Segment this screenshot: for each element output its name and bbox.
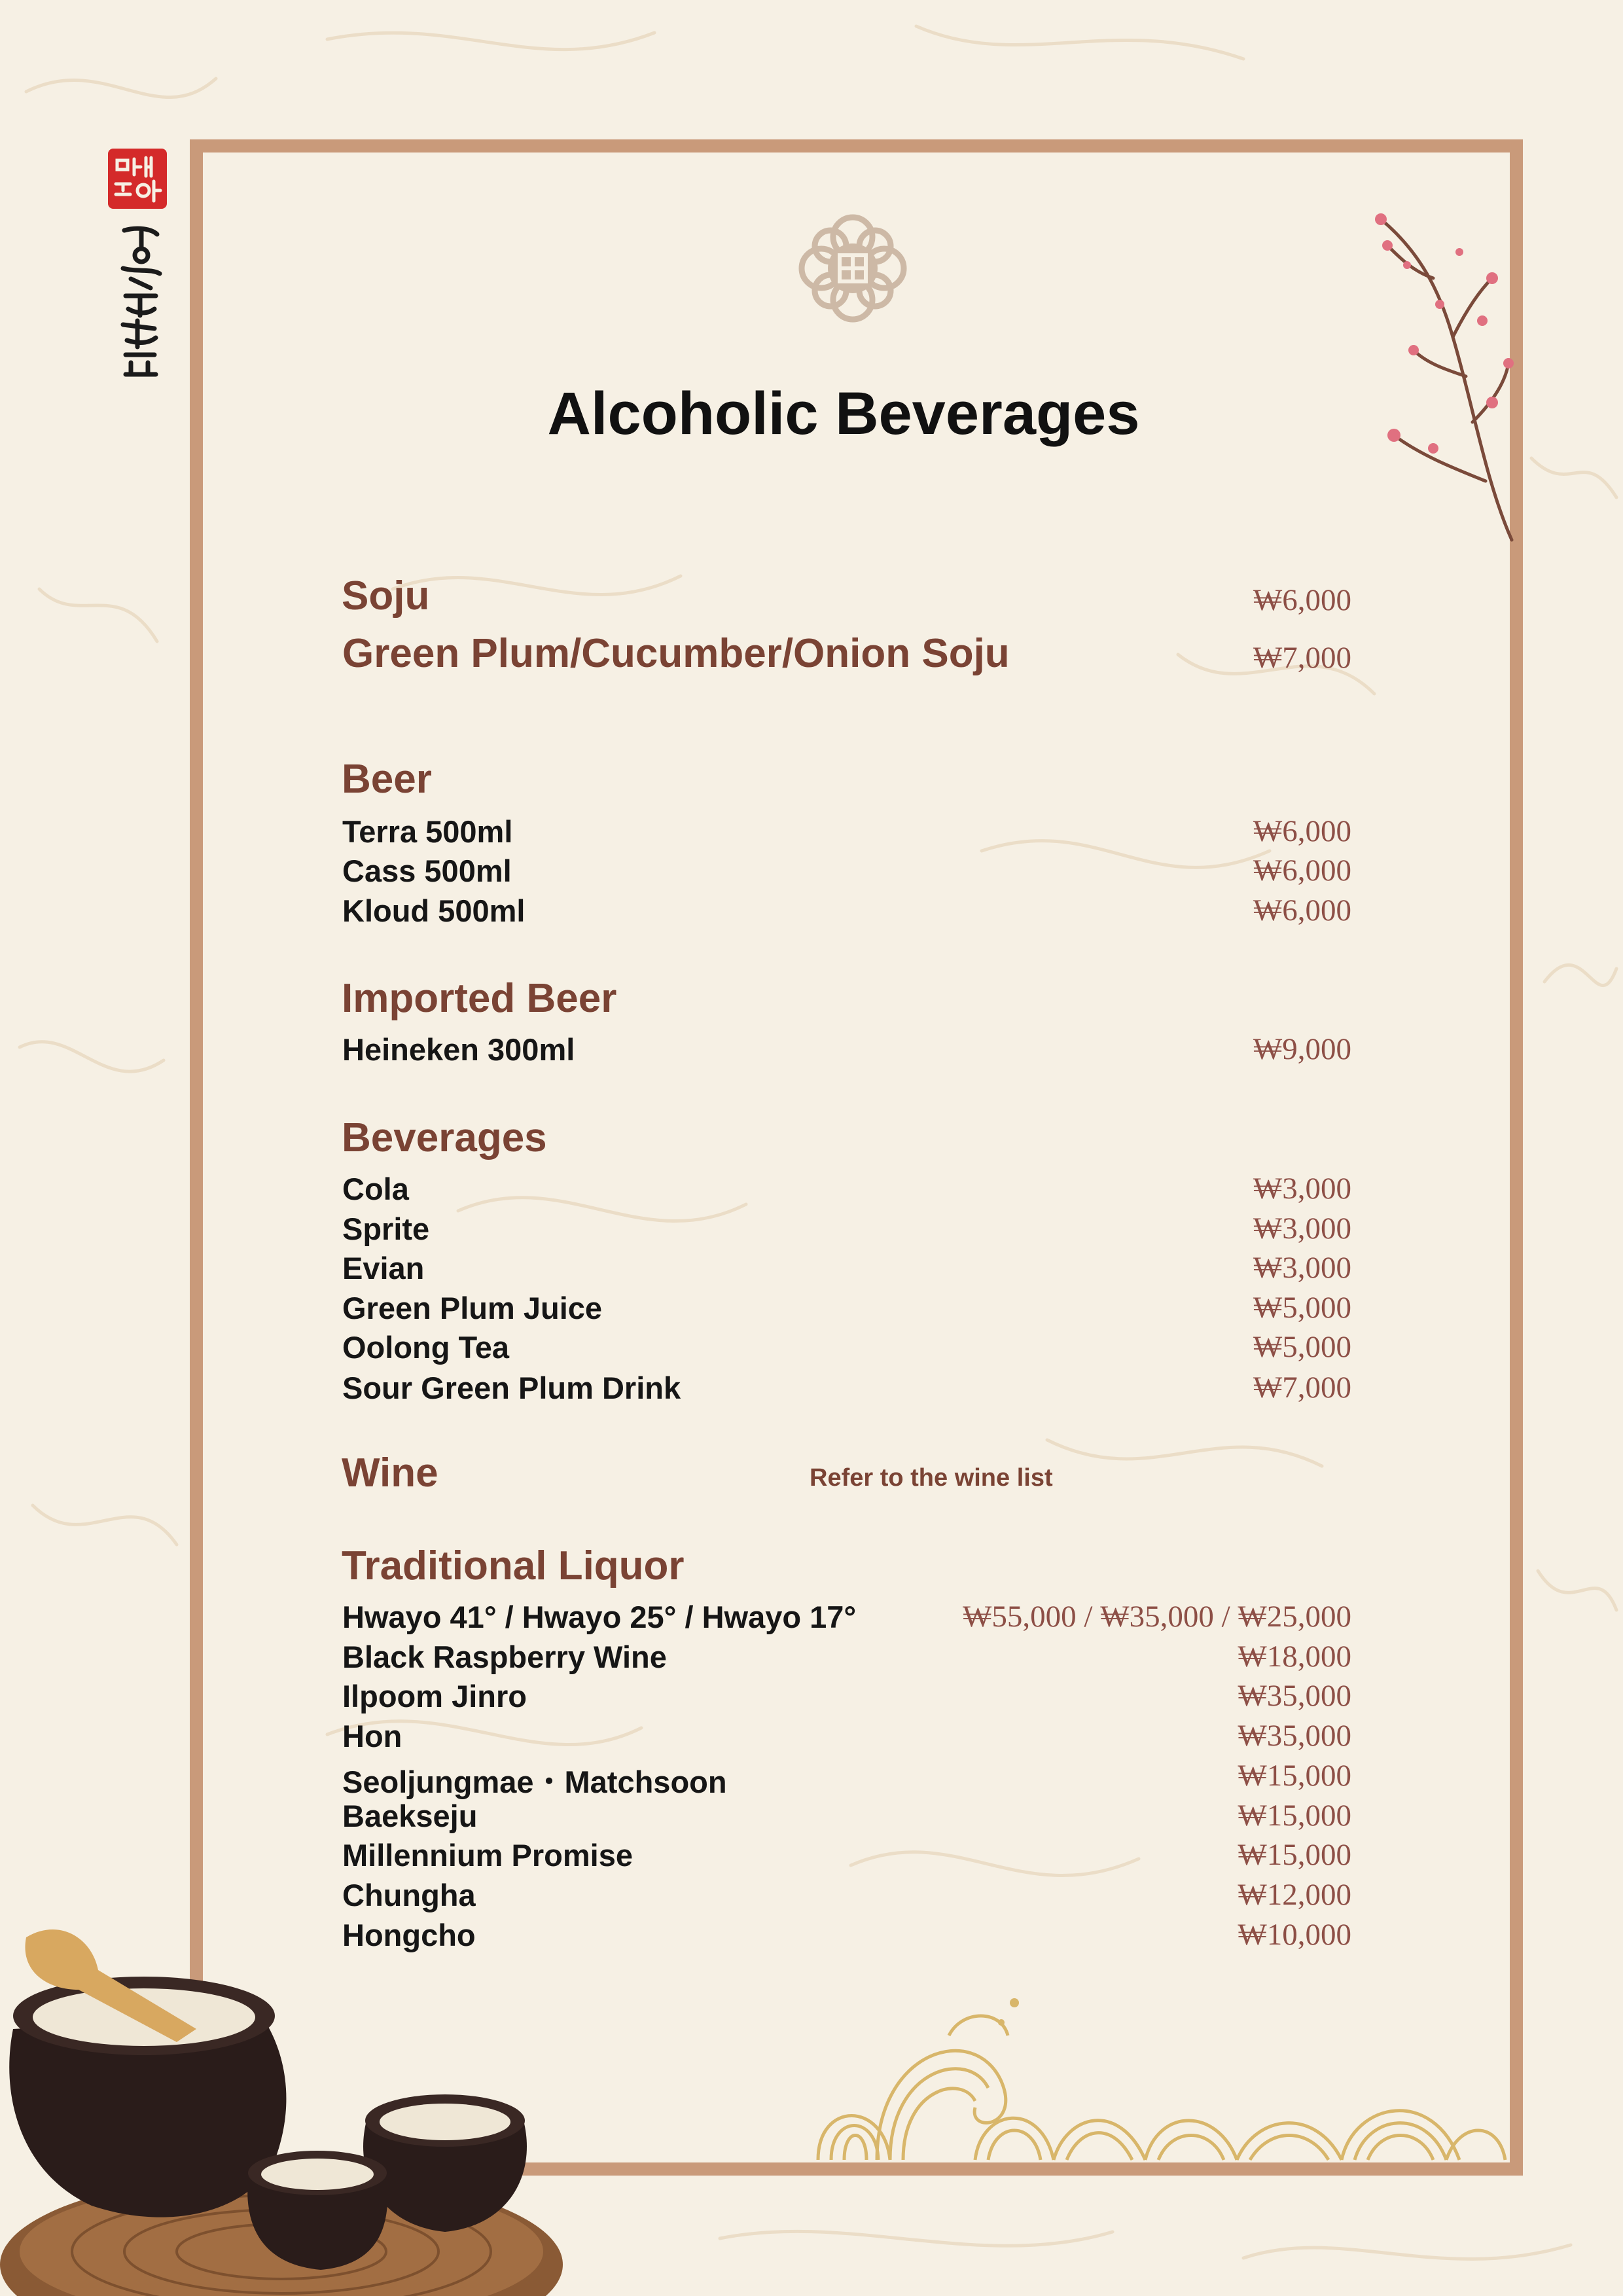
price-cola: ₩3,000 xyxy=(1253,1172,1351,1206)
category-beer: Beer xyxy=(342,757,432,802)
price-soju: ₩6,000 xyxy=(1253,583,1351,617)
category-soju: Soju xyxy=(342,573,430,619)
price-evian: ₩3,000 xyxy=(1253,1251,1351,1285)
item-seoljungmae-matchsoon: Seoljungmae・Matchsoon xyxy=(342,1765,727,1799)
price-seoljungmae-matchsoon: ₩15,000 xyxy=(1238,1759,1351,1793)
item-ilpoom-jinro: Ilpoom Jinro xyxy=(342,1679,527,1713)
price-hongcho: ₩10,000 xyxy=(1238,1918,1351,1952)
price-sour-green-plum-drink: ₩7,000 xyxy=(1253,1371,1351,1405)
price-baekseju: ₩15,000 xyxy=(1238,1799,1351,1833)
price-hwayo: ₩55,000 / ₩35,000 / ₩25,000 xyxy=(963,1600,1351,1634)
price-black-raspberry-wine: ₩18,000 xyxy=(1238,1640,1351,1674)
item-kloud: Kloud 500ml xyxy=(342,893,526,928)
price-flavored-soju: ₩7,000 xyxy=(1253,641,1351,675)
price-millennium-promise: ₩15,000 xyxy=(1238,1838,1351,1872)
wine-note: Refer to the wine list xyxy=(810,1464,1053,1492)
category-traditional-liquor: Traditional Liquor xyxy=(342,1543,685,1588)
price-sprite: ₩3,000 xyxy=(1253,1211,1351,1246)
item-oolong-tea: Oolong Tea xyxy=(342,1330,510,1365)
item-black-raspberry-wine: Black Raspberry Wine xyxy=(342,1640,667,1674)
price-oolong-tea: ₩5,000 xyxy=(1253,1330,1351,1364)
item-sour-green-plum-drink: Sour Green Plum Drink xyxy=(342,1371,681,1405)
price-green-plum-juice: ₩5,000 xyxy=(1253,1291,1351,1325)
price-heineken: ₩9,000 xyxy=(1253,1032,1351,1066)
item-chungha: Chungha xyxy=(342,1878,476,1912)
price-chungha: ₩12,000 xyxy=(1238,1878,1351,1912)
item-sprite: Sprite xyxy=(342,1211,430,1246)
price-terra: ₩6,000 xyxy=(1253,814,1351,848)
price-cass: ₩6,000 xyxy=(1253,853,1351,888)
item-terra: Terra 500ml xyxy=(342,814,513,849)
price-kloud: ₩6,000 xyxy=(1253,893,1351,927)
category-beverages: Beverages xyxy=(342,1115,547,1160)
page-title: Alcoholic Beverages xyxy=(547,380,1140,447)
item-evian: Evian xyxy=(342,1251,425,1285)
item-cass: Cass 500ml xyxy=(342,853,512,888)
item-green-plum-juice: Green Plum Juice xyxy=(342,1291,603,1325)
item-hon: Hon xyxy=(342,1719,402,1753)
category-wine: Wine xyxy=(342,1450,438,1496)
item-heineken: Heineken 300ml xyxy=(342,1032,575,1067)
item-hwayo: Hwayo 41° / Hwayo 25° / Hwayo 17° xyxy=(342,1600,857,1634)
item-cola: Cola xyxy=(342,1172,409,1206)
item-hongcho: Hongcho xyxy=(342,1918,476,1952)
price-hon: ₩35,000 xyxy=(1238,1719,1351,1753)
item-baekseju: Baekseju xyxy=(342,1799,478,1833)
price-ilpoom-jinro: ₩35,000 xyxy=(1238,1679,1351,1713)
item-flavored-soju: Green Plum/Cucumber/Onion Soju xyxy=(342,631,1010,676)
item-millennium-promise: Millennium Promise xyxy=(342,1838,633,1873)
category-imported-beer: Imported Beer xyxy=(342,976,617,1021)
